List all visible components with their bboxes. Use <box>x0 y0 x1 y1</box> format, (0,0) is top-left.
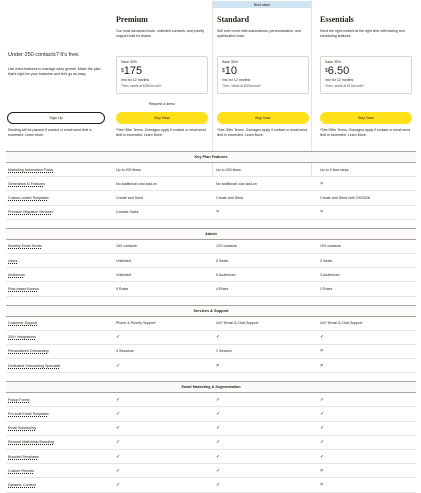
feature-value: 15X contacts <box>116 244 137 249</box>
feature-name[interactable] <box>6 483 112 487</box>
feature-value: 5 Roles <box>116 286 129 291</box>
close-icon: × <box>216 209 220 216</box>
plan-description: Send the right content at the right time with testing and scheduling features. <box>320 29 405 38</box>
price-after: Then, starts at $350/month* <box>121 84 162 88</box>
check-icon <box>112 363 212 369</box>
close-icon: × <box>320 348 324 355</box>
feature-name[interactable] <box>6 273 112 277</box>
plan-fineprint: *See Offer Terms. Overages apply if contact or email send limit is exceeded. Learn More. <box>320 128 411 137</box>
check-icon: ✓ <box>116 439 121 446</box>
check-icon: ✓ <box>216 467 221 474</box>
table-row <box>6 422 416 436</box>
feature-label[interactable]: Generative AI Features <box>8 181 45 186</box>
currency-symbol: $ <box>121 68 124 74</box>
check-icon <box>316 411 416 417</box>
feature-value: Create and Send <box>216 195 244 200</box>
table-row <box>6 240 416 254</box>
feature-name[interactable] <box>6 321 112 325</box>
feature-value: 5 Seats <box>216 258 229 263</box>
check-icon: ✓ <box>116 481 121 488</box>
feature-value: 24/7 Email & Chat Support <box>320 321 363 326</box>
feature-name[interactable] <box>6 412 112 416</box>
check-icon: ✓ <box>320 453 325 460</box>
check-icon <box>112 439 212 445</box>
feature-name[interactable] <box>6 364 112 368</box>
close-icon <box>316 363 416 369</box>
feature-name[interactable] <box>6 196 112 200</box>
buy-now-button[interactable]: Buy Now <box>217 112 309 124</box>
table-row <box>6 177 416 191</box>
price-box <box>320 56 412 94</box>
feature-value: 4 Sessions <box>116 349 134 354</box>
feature-value: Create and Send <box>116 195 144 200</box>
price-amount: 175 <box>123 65 143 77</box>
feature-name[interactable] <box>6 182 112 186</box>
check-icon: ✓ <box>216 425 221 432</box>
check-icon <box>112 411 212 417</box>
plan-fineprint: *See Offer Terms. Overages apply if contact or email send limit is exceeded. Learn More. <box>116 128 207 137</box>
feature-label[interactable]: Dynamic Content <box>8 482 36 487</box>
check-icon: ✓ <box>116 396 121 403</box>
check-icon <box>112 482 212 488</box>
plan-fineprint: *See Offer Terms. Overages apply if contact or email send limit is exceeded. Learn More. <box>217 128 308 137</box>
close-icon <box>316 348 416 354</box>
close-icon: × <box>320 481 324 488</box>
check-icon <box>112 425 212 431</box>
table-row <box>6 359 416 373</box>
feature-value: No additional cost add-on <box>216 181 257 186</box>
price-amount: 10 <box>224 65 238 77</box>
currency-symbol: $ <box>325 68 328 74</box>
check-icon: ✓ <box>116 362 121 369</box>
feature-value: 1 Session <box>216 349 232 354</box>
plan-standard <box>212 0 312 176</box>
intro-column <box>6 0 107 176</box>
table-row <box>6 464 416 478</box>
feature-name[interactable] <box>6 244 112 248</box>
feature-name[interactable] <box>6 259 112 263</box>
free-tier-subtitle: Use extra features to manage early growth. Make the plan that's right for your business and let's go as easy. <box>8 67 101 76</box>
feature-label[interactable]: Marketing Automation Flows <box>8 167 54 172</box>
price-period: /mo for 12 months <box>325 78 354 82</box>
feature-name[interactable] <box>6 455 112 459</box>
feature-label[interactable]: Pre-built Email Templates <box>8 412 49 417</box>
feature-value: 24/7 Email & Chat Support <box>216 321 259 326</box>
check-icon <box>316 439 416 445</box>
feature-value: Unlimited <box>116 258 131 263</box>
section-header: Key Plan Features <box>6 151 416 163</box>
section-header: Admin <box>6 228 416 240</box>
close-icon: × <box>320 209 324 216</box>
feature-value: 5 Audiences <box>216 272 236 277</box>
table-row <box>6 331 416 345</box>
feature-value: Contact Sales <box>116 210 139 215</box>
feature-name[interactable] <box>6 349 112 353</box>
price-box <box>217 56 309 94</box>
best-value-badge: Best value <box>213 1 311 8</box>
table-row <box>6 436 416 450</box>
feature-name[interactable] <box>6 335 112 339</box>
feature-label[interactable]: Remove Mailchimp Branding <box>8 440 54 445</box>
check-icon: ✓ <box>320 411 325 418</box>
price <box>325 66 407 77</box>
check-icon <box>316 334 416 340</box>
check-icon <box>212 334 316 340</box>
check-icon <box>212 454 316 460</box>
feature-value: 3 Seats <box>320 258 333 263</box>
feature-label[interactable]: Email Scheduling <box>8 426 36 431</box>
check-icon: ✓ <box>216 396 221 403</box>
sign-up-button[interactable]: Sign Up <box>7 112 105 124</box>
table-row <box>6 268 416 282</box>
table-row <box>6 317 416 331</box>
feature-name[interactable] <box>6 469 112 473</box>
check-icon <box>316 397 416 403</box>
feature-value: Up to 4 flow steps <box>320 167 349 172</box>
check-icon <box>112 468 212 474</box>
section-header: Services & Support <box>6 305 416 317</box>
table-row <box>6 478 416 492</box>
feature-label[interactable]: Popup Forms <box>8 397 30 402</box>
check-icon <box>112 454 212 460</box>
feature-value: Unlimited <box>116 272 131 277</box>
request-demo-link[interactable]: Request a demo <box>148 102 176 106</box>
close-icon <box>316 209 416 215</box>
close-icon: × <box>320 362 324 369</box>
check-icon <box>112 334 212 340</box>
price-amount: 6.50 <box>327 65 350 77</box>
check-icon: ✓ <box>320 439 325 446</box>
check-icon <box>212 482 316 488</box>
price-after: Then, starts at $13/month* <box>325 84 364 88</box>
plan-name: Standard <box>217 15 250 24</box>
check-icon: ✓ <box>116 411 121 418</box>
check-icon: ✓ <box>116 425 121 432</box>
close-icon: × <box>320 467 324 474</box>
section-header: Email Marketing & Segmentation <box>6 381 416 393</box>
discount-label: Save 30% <box>325 60 341 64</box>
currency-symbol: $ <box>222 68 225 74</box>
feature-name[interactable] <box>6 426 112 430</box>
plan-essentials <box>316 0 416 176</box>
table-row <box>6 393 416 407</box>
feature-name[interactable] <box>6 210 112 214</box>
check-icon <box>316 425 416 431</box>
feature-label[interactable]: Monthly Email Sends <box>8 244 42 249</box>
free-tier-title: Under 250 contacts? It's free. <box>8 52 80 58</box>
discount-label: Save 30% <box>222 60 238 64</box>
price <box>222 66 304 77</box>
feature-name[interactable] <box>6 168 112 172</box>
check-icon <box>212 468 316 474</box>
buy-now-button[interactable]: Buy Now <box>320 112 412 124</box>
table-row <box>6 450 416 464</box>
free-fineprint: Sending will be paused if contact or email send limit is exceeded. Learn More. <box>8 128 92 137</box>
price-period: /mo for 12 months <box>222 78 251 82</box>
plan-name: Premium <box>116 15 148 24</box>
check-icon <box>212 439 316 445</box>
feature-label[interactable]: Customer Support <box>8 321 38 326</box>
check-icon <box>212 411 316 417</box>
plan-name: Essentials <box>320 15 354 24</box>
check-icon: ✓ <box>320 334 325 341</box>
table-row <box>6 163 416 177</box>
feature-value: 12X contacts <box>216 244 237 249</box>
price-after: Then, starts at $20/month* <box>222 84 261 88</box>
table-row <box>6 345 416 359</box>
feature-label[interactable]: Audiences <box>8 272 25 277</box>
feature-label[interactable]: Custom Reports <box>8 468 34 473</box>
table-row <box>6 254 416 268</box>
close-icon <box>212 363 316 369</box>
feature-name[interactable] <box>6 398 112 402</box>
feature-name[interactable] <box>6 287 112 291</box>
check-icon: ✓ <box>320 396 325 403</box>
feature-label[interactable]: Users <box>8 258 18 263</box>
feature-name[interactable] <box>6 440 112 444</box>
feature-value: Up to 200 flows <box>216 167 241 172</box>
check-icon <box>212 397 316 403</box>
check-icon: ✓ <box>320 425 325 432</box>
table-row <box>6 206 416 220</box>
feature-value: Up to 200 flows <box>116 167 141 172</box>
check-icon: ✓ <box>216 481 221 488</box>
check-icon: ✓ <box>216 453 221 460</box>
check-icon <box>112 397 212 403</box>
plan-premium <box>112 0 211 176</box>
check-icon: ✓ <box>216 439 221 446</box>
table-row <box>6 407 416 421</box>
plan-description: Our most advanced tools, unlimited contacts, and priority support built for teams. <box>116 29 205 38</box>
feature-value: Phone & Priority Support <box>116 321 156 326</box>
plan-description: Sell even more with automations, personalization, and optimization tools. <box>217 29 301 38</box>
check-icon: ✓ <box>116 334 121 341</box>
close-icon <box>212 209 316 215</box>
close-icon <box>316 482 416 488</box>
check-icon <box>212 425 316 431</box>
check-icon: ✓ <box>116 453 121 460</box>
check-icon: ✓ <box>116 467 121 474</box>
close-icon <box>316 181 416 187</box>
comparison-table <box>6 151 416 493</box>
feature-value: Create and Send until 2/9/2026 <box>320 195 370 200</box>
buy-now-button[interactable]: Buy Now <box>116 112 208 124</box>
feature-value: 3 Audiences <box>320 272 340 277</box>
price-period: /mo for 12 months <box>121 78 150 82</box>
price <box>121 66 203 77</box>
feature-value: 10X contacts <box>320 244 341 249</box>
check-icon: ✓ <box>216 334 221 341</box>
feature-label[interactable]: Premium Migration Services <box>8 210 53 215</box>
check-icon: ✓ <box>216 411 221 418</box>
close-icon <box>316 468 416 474</box>
feature-label[interactable]: Branded Templates <box>8 454 39 459</box>
check-icon <box>316 454 416 460</box>
discount-label: Save 30% <box>121 60 137 64</box>
feature-label[interactable]: 300+ Integrations <box>8 335 36 340</box>
table-row <box>6 282 416 296</box>
price-box <box>116 56 208 94</box>
feature-value: 2 Roles <box>320 286 333 291</box>
feature-value: 4 Roles <box>216 286 229 291</box>
close-icon: × <box>320 180 324 187</box>
table-row <box>6 191 416 205</box>
feature-label[interactable]: Personalized Onboarding <box>8 349 49 354</box>
feature-label[interactable]: Dedicated Onboarding Specialist <box>8 363 61 368</box>
feature-label[interactable]: Custom-coded Templates <box>8 195 49 200</box>
close-icon: × <box>216 362 220 369</box>
feature-value: No additional cost add-on <box>116 181 157 186</box>
feature-label[interactable]: Role-based Access <box>8 286 39 291</box>
